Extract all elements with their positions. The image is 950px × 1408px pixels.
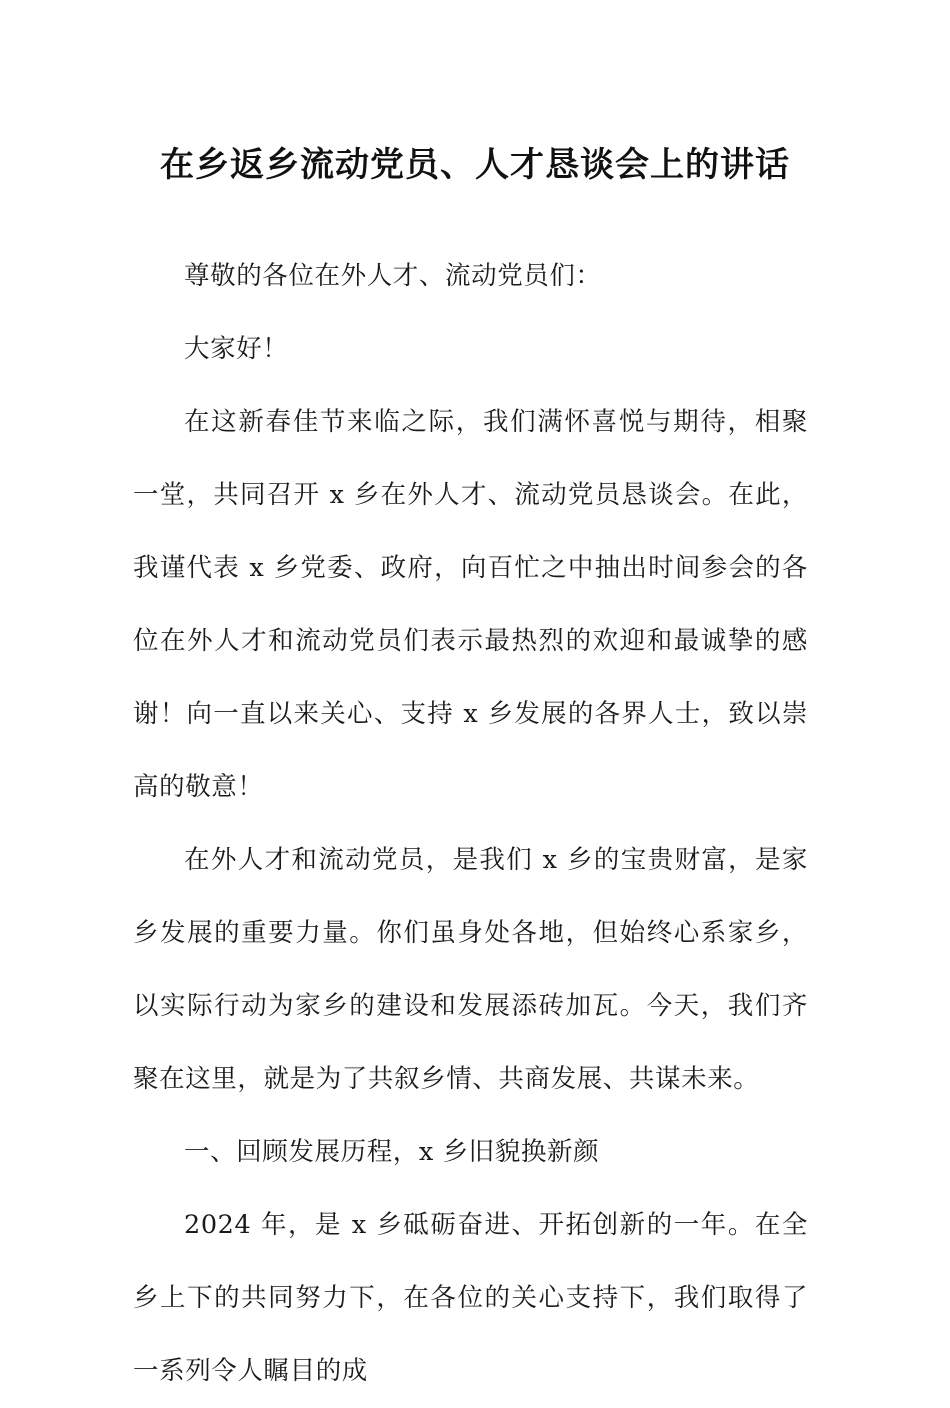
paragraph-greeting: 大家好！	[184, 334, 289, 364]
paragraph-opening: 在这新春佳节来临之际，我们满怀喜悦与期待，相聚一堂，共同召开 x 乡在外人才、流动党员恳谈会。在此，我谨代表 x 乡党委、政府，向百忙之中抽出时间参会的各位在外人才和流动党员们表示最热烈的欢迎和最诚挚的感谢！向一直以来关心、支持 x 乡发展的各界人士，致以崇高的敬意！	[133, 407, 808, 802]
paragraph-section-one-body: 2024 年，是 x 乡砥砺奋进、开拓创新的一年。在全乡上下的共同努力下，在各位的关心支持下，我们取得了一系列令人瞩目的成	[133, 1210, 808, 1386]
paragraph-salutation: 尊敬的各位在外人才、流动党员们：	[184, 261, 602, 291]
page-title: 在乡返乡流动党员、人才恳谈会上的讲话	[160, 144, 790, 185]
document-body	[133, 240, 808, 1408]
section-heading-one: 一、回顾发展历程，x 乡旧貌换新颜	[184, 1137, 600, 1167]
paragraph-talent-value: 在外人才和流动党员，是我们 x 乡的宝贵财富，是家乡发展的重要力量。你们虽身处各地，但始终心系家乡，以实际行动为家乡的建设和发展添砖加瓦。今天，我们齐聚在这里，就是为了共叙乡情、共商发展、共谋未来。	[133, 845, 808, 1094]
